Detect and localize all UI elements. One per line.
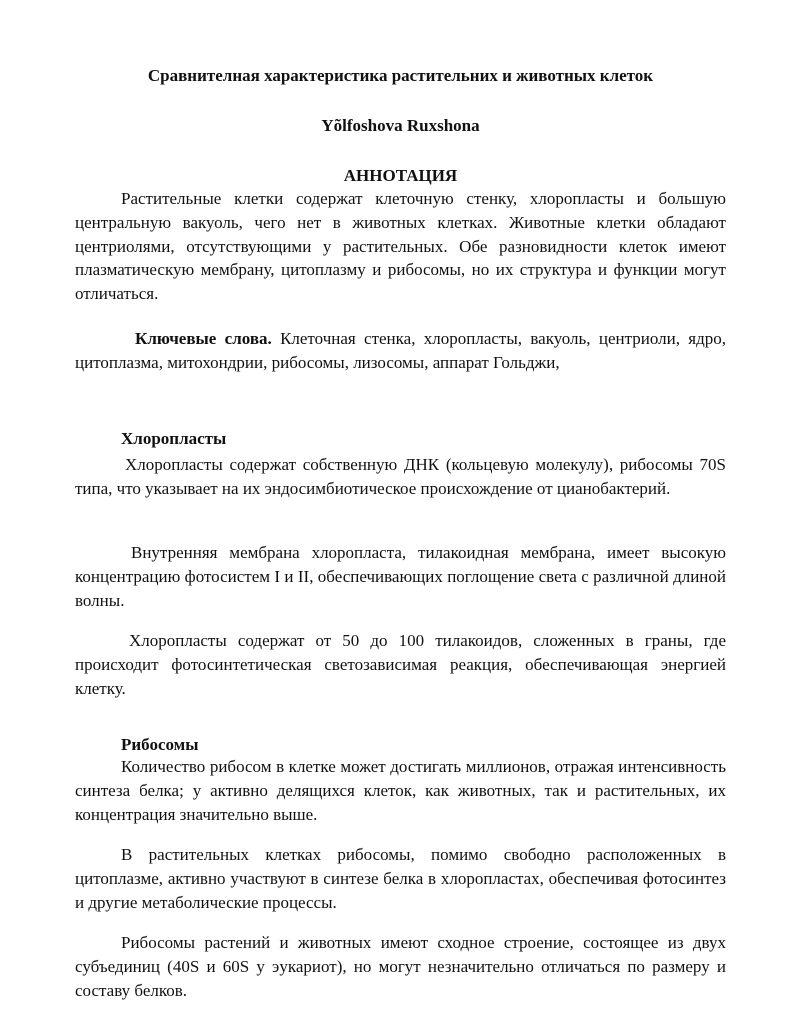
paragraph-chloroplasts-2: Внутренняя мембрана хлоропласта, тилакоидная мембрана, имеет высокую концентрацию фотосистем I и II, обеспечивающих поглощение света с различной длиной волны. (75, 543, 726, 610)
keywords-paragraph (75, 327, 726, 375)
paragraph-ribosomes-3: Рибосомы растений и животных имеют сходное строение, состоящее из двух субъединиц (40S и 60S у эукариот), но могут незначительно отличаться по размеру и составу белков. (75, 933, 726, 1000)
abstract-paragraph: Растительные клетки содержат клеточную стенку, хлоропласты и большую центральную вакуоль, чего нет в животных клетках. Животные клетки обладают центриолями, отсутствующими у растительных. Обе разновидности клеток имеют плазматическую мембрану, цитоплазму и рибосомы, но их структура и функции могут отличаться. (75, 189, 726, 304)
paragraph-ribosomes-2: В растительных клетках рибосомы, помимо свободно расположенных в цитоплазме, активно участвуют в синтезе белка в хлоропластах, обеспечивая фотосинтез и другие метаболические процессы. (75, 845, 726, 912)
paragraph-ribosomes-1: Количество рибосом в клетке может достигать миллионов, отражая интенсивность синтеза белка; у активно делящихся клеток, как животных, так и растительных, их концентрация значительно выше. (75, 757, 726, 824)
document-title: Сравнителная характеристика растительних и животных клеток (147, 66, 654, 85)
paragraph-chloroplasts-1: Хлоропласты содержат собственную ДНК (кольцевую молекулу), рибосомы 70S типа, что указывает на их эндосимбиотическое происхождение от цианобактерий. (75, 455, 726, 498)
author-name: Yõlfoshova Ruxshona (321, 116, 480, 135)
paragraph-chloroplasts-3: Хлоропласты содержат от 50 до 100 тилакоидов, сложенных в граны, где происходит фотосинтетическая светозависимая реакция, обеспечивающая энергией клетку. (75, 631, 726, 698)
section-heading-chloroplasts: Хлоропласты (121, 429, 227, 448)
keywords-text: Клеточная стенка, хлоропласты, вакуоль, центриоли, ядро, цитоплазма, митохондрии, рибосомы, лизосомы, аппарат Гольджи, (75, 329, 726, 372)
abstract-heading: АННОТАЦИЯ (343, 166, 458, 185)
keywords-label: Ключевые слова. (135, 329, 272, 348)
section-heading-ribosomes: Рибосомы (121, 735, 199, 754)
